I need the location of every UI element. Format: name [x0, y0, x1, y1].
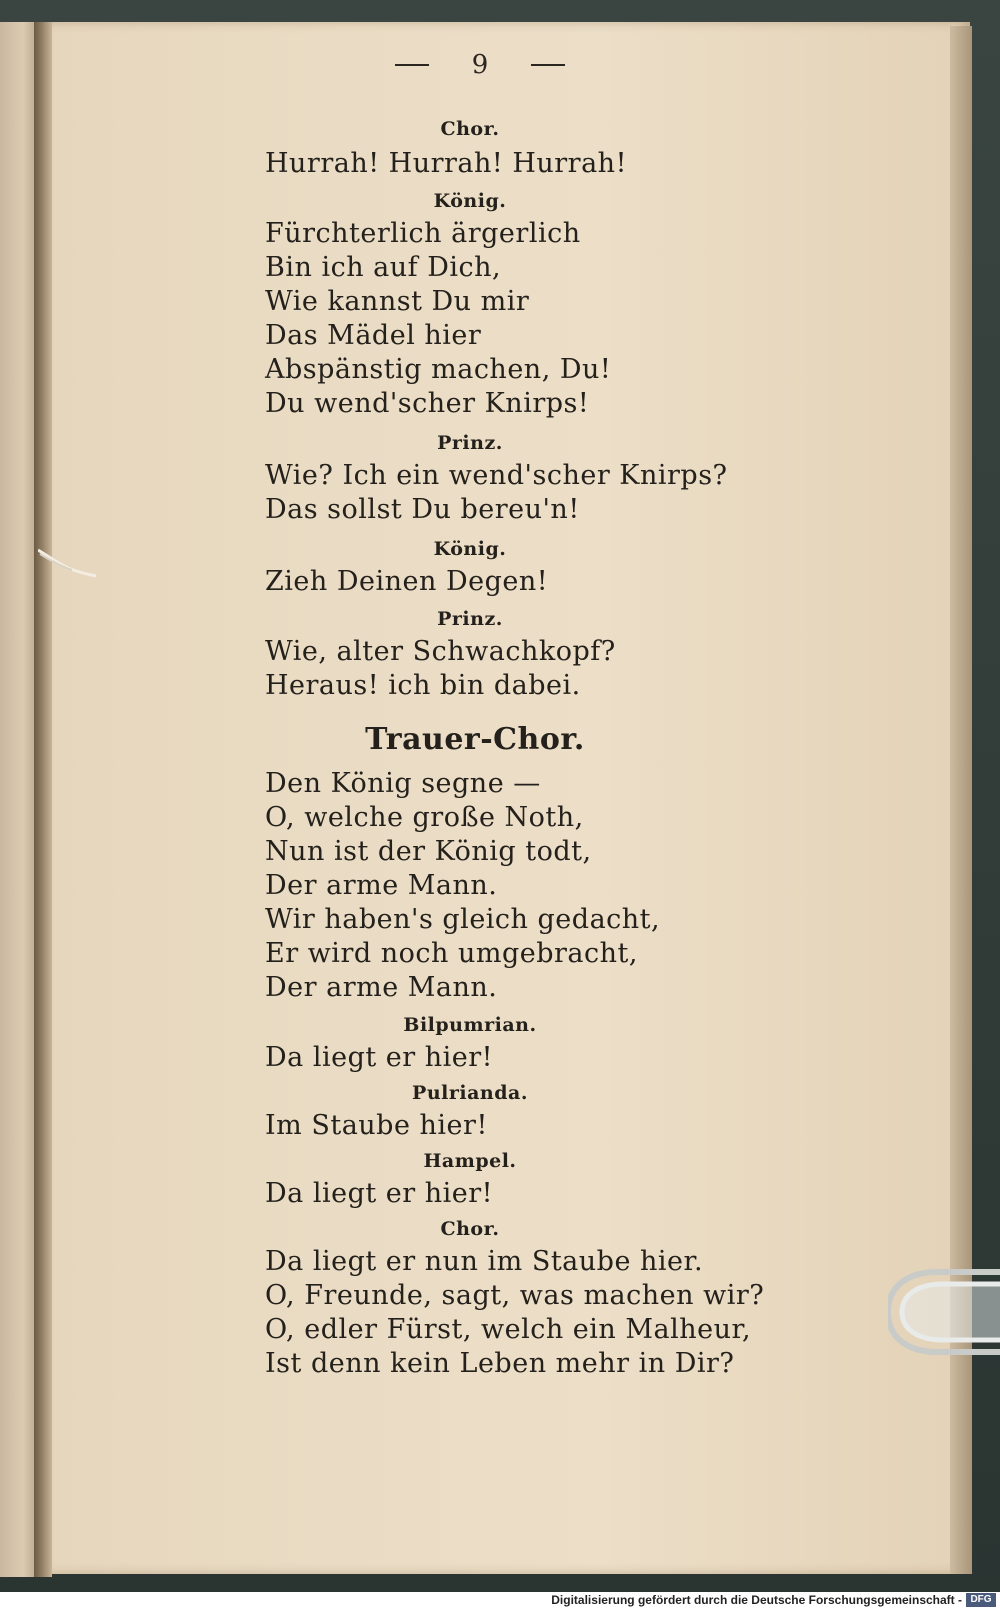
- speaker-label: Hampel.: [423, 1150, 517, 1172]
- section-title: Trauer-Chor.: [365, 722, 585, 757]
- speaker-label: König.: [433, 190, 507, 212]
- verse-line: Den König segne —: [265, 768, 541, 799]
- dfg-logo: DFG: [966, 1593, 996, 1607]
- verse-line: Zieh Deinen Degen!: [265, 566, 549, 597]
- speaker-label: Pulrianda.: [412, 1082, 528, 1104]
- verse-line: Wie, alter Schwachkopf?: [265, 636, 616, 667]
- verse-line: Nun ist der König todt,: [265, 836, 592, 867]
- verse-line: Bin ich auf Dich,: [265, 252, 502, 283]
- dash-right: [531, 64, 565, 66]
- verse-line: Da liegt er hier!: [265, 1178, 494, 1209]
- verse-line: Hurrah! Hurrah! Hurrah!: [265, 148, 627, 179]
- speaker-label: Chor.: [440, 1218, 500, 1240]
- verse-line: Das sollst Du bereu'n!: [265, 494, 580, 525]
- verse-line: Das Mädel hier: [265, 320, 482, 351]
- verse-line: O, Freunde, sagt, was machen wir?: [265, 1280, 765, 1311]
- verse-line: Da liegt er hier!: [265, 1042, 494, 1073]
- verse-line: O, welche große Noth,: [265, 802, 584, 833]
- verse-line: Der arme Mann.: [265, 870, 498, 901]
- verse-line: Der arme Mann.: [265, 972, 498, 1003]
- verse-line: Im Staube hier!: [265, 1110, 488, 1141]
- dash-left: [395, 64, 429, 66]
- speaker-label: König.: [433, 538, 507, 560]
- page-number: 9: [471, 50, 489, 80]
- verse-line: Wir haben's gleich gedacht,: [265, 904, 661, 935]
- verse-line: Wie kannst Du mir: [265, 286, 530, 317]
- verse-line: Da liegt er nun im Staube hier.: [265, 1246, 704, 1277]
- speaker-label: Prinz.: [437, 432, 503, 454]
- verse-line: Abspänstig machen, Du!: [265, 354, 612, 385]
- speaker-label: Prinz.: [437, 608, 503, 630]
- verse-line: Fürchterlich ärgerlich: [265, 218, 581, 249]
- verse-line: Wie? Ich ein wend'scher Knirps?: [265, 460, 728, 491]
- digitization-credit: Digitalisierung gefördert durch die Deutsche Forschungsgemeinschaft -: [551, 1593, 962, 1607]
- verse-line: Du wend'scher Knirps!: [265, 388, 590, 419]
- verse-line: Heraus! ich bin dabei.: [265, 670, 581, 701]
- speaker-label: Bilpumrian.: [403, 1014, 537, 1036]
- paper-clip: [888, 1262, 1000, 1362]
- binding-thread: [38, 548, 98, 588]
- speaker-label: Chor.: [440, 118, 500, 140]
- verse-line: O, edler Fürst, welch ein Malheur,: [265, 1314, 752, 1345]
- verse-line: Ist denn kein Leben mehr in Dir?: [265, 1348, 735, 1379]
- left-page-edge: [0, 22, 38, 1577]
- book-spine: [34, 22, 52, 1577]
- verse-line: Er wird noch umgebracht,: [265, 938, 638, 969]
- page-number-row: [395, 50, 565, 80]
